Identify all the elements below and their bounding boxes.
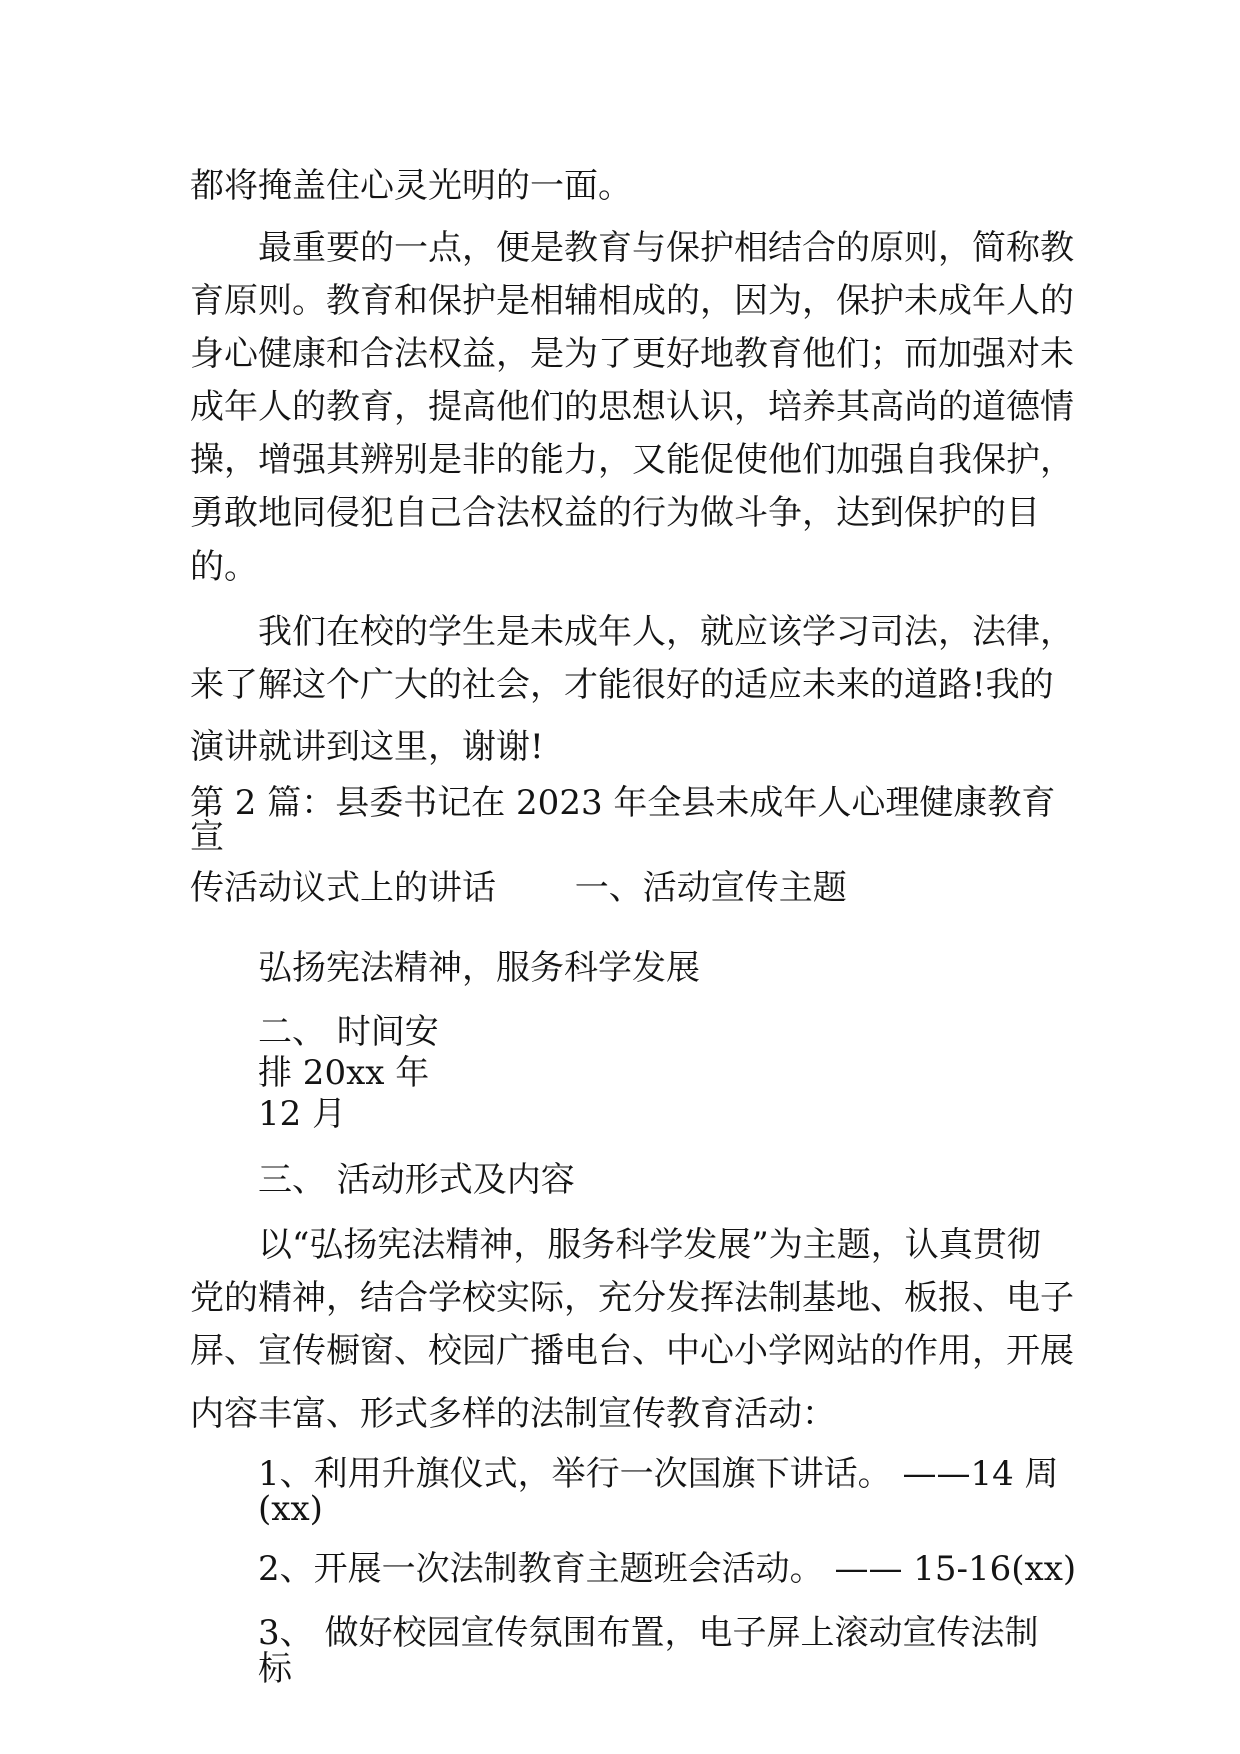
list-item-wrap: 标 xyxy=(258,1649,292,1689)
list-item: 1、利用升旗仪式，举行一次国旗下讲话。 ——14 周 xyxy=(258,1454,1059,1494)
text-line: 身心健康和合法权益，是为了更好地教育他们；而加强对未 xyxy=(190,334,1074,374)
text-line: 成年人的教育，提高他们的思想认识，培养其高尚的道德情 xyxy=(190,387,1074,427)
paragraph-first-line: 最重要的一点，便是教育与保护相结合的原则，简称教 xyxy=(258,228,1074,268)
item-heading: 二、 时间安 xyxy=(258,1012,439,1052)
text-line: 育原则。教育和保护是相辅相成的，因为，保护未成年人的 xyxy=(190,281,1074,321)
list-item-wrap: (xx) xyxy=(258,1489,323,1529)
section-heading-continued: 传活动议式上的讲话 一、活动宣传主题 xyxy=(190,868,847,908)
text-line: 的。 xyxy=(190,547,258,587)
text-line: 都将掩盖住心灵光明的一面。 xyxy=(190,166,632,206)
item-heading: 三、 活动形式及内容 xyxy=(258,1160,575,1200)
text-line: 演讲就讲到这里，谢谢! xyxy=(190,727,544,767)
text-line: 来了解这个广大的社会，才能很好的适应未来的道路!我的 xyxy=(190,665,1054,705)
text-line: 党的精神，结合学校实际，充分发挥法制基地、板报、电子 xyxy=(190,1278,1074,1318)
paragraph-first-line: 我们在校的学生是未成年人，就应该学习司法，法律， xyxy=(258,612,1074,652)
section-heading-wrap: 宣 xyxy=(190,817,224,857)
text-line: 12 月 xyxy=(258,1094,347,1134)
text-line: 内容丰富、形式多样的法制宣传教育活动： xyxy=(190,1394,836,1434)
theme-text: 弘扬宪法精神，服务科学发展 xyxy=(258,948,700,988)
text-line: 操，增强其辨别是非的能力，又能促使他们加强自我保护， xyxy=(190,440,1074,480)
text-line: 勇敢地同侵犯自己合法权益的行为做斗争，达到保护的目 xyxy=(190,493,1040,533)
list-item: 3、 做好校园宣传氛围布置，电子屏上滚动宣传法制 xyxy=(258,1613,1039,1653)
section-heading: 第 2 篇：县委书记在 2023 年全县未成年人心理健康教育 xyxy=(190,783,1056,823)
paragraph-first-line: 以“弘扬宪法精神，服务科学发展”为主题，认真贯彻 xyxy=(258,1225,1041,1265)
text-line: 排 20xx 年 xyxy=(258,1053,430,1093)
text-line: 屏、宣传橱窗、校园广播电台、中心小学网站的作用，开展 xyxy=(190,1331,1074,1371)
list-item: 2、开展一次法制教育主题班会活动。 —— 15-16(xx) xyxy=(258,1549,1077,1589)
